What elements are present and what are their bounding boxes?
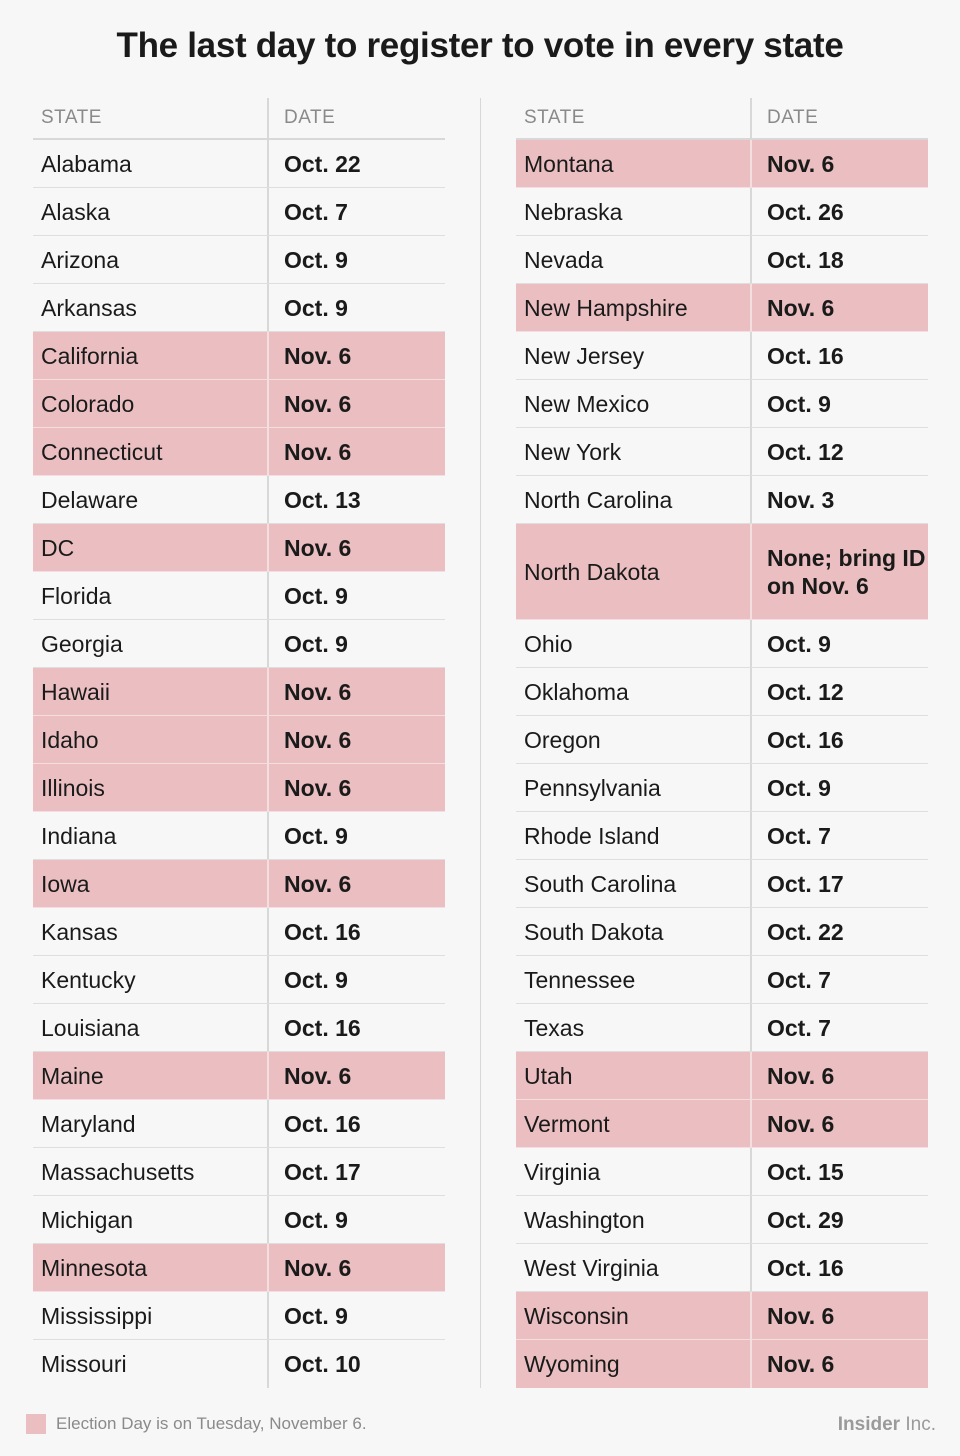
date-cell: Nov. 6 [284,534,352,561]
table-row [516,716,928,764]
table-row [33,908,445,956]
brand-logo [838,1414,936,1436]
date-cell: Nov. 6 [284,726,352,753]
state-cell: Kansas [33,908,269,955]
table-left [33,98,445,1388]
date-cell: Nov. 6 [284,1062,352,1089]
state-cell: Maine [33,1052,269,1099]
state-cell: Minnesota [33,1244,269,1291]
state-cell: Arkansas [33,284,269,331]
table-row [33,428,445,476]
table-row [516,476,928,524]
date-cell: Oct. 16 [767,726,844,753]
state-cell: North Carolina [516,476,752,523]
table-row [516,188,928,236]
brand-light: Inc. [900,1414,936,1435]
date-cell: Oct. 9 [284,966,348,993]
state-cell: Idaho [33,716,269,763]
state-cell: Virginia [516,1148,752,1195]
date-cell: Oct. 9 [767,630,831,657]
date-cell: Oct. 22 [767,918,844,945]
state-cell: Illinois [33,764,269,811]
table-row [33,332,445,380]
table-row [33,1052,445,1100]
table-row [516,380,928,428]
state-cell: New Mexico [516,380,752,427]
header-date: DATE [284,107,336,128]
legend-swatch [26,1414,46,1434]
date-cell: Oct. 9 [767,390,831,417]
table-right [516,98,928,1388]
table-row [516,140,928,188]
state-cell: Georgia [33,620,269,667]
table-row [33,140,445,188]
table-row [516,908,928,956]
state-cell: Kentucky [33,956,269,1003]
date-cell: Oct. 9 [284,246,348,273]
table-row [516,1340,928,1388]
table-row [33,1340,445,1388]
date-cell: Nov. 6 [767,150,835,177]
date-cell: Oct. 7 [767,966,831,993]
date-cell: Oct. 17 [284,1158,361,1185]
date-cell: Oct. 12 [767,438,844,465]
table-row [33,1148,445,1196]
date-cell: Oct. 16 [767,342,844,369]
table-row [516,1244,928,1292]
date-cell: Oct. 7 [284,198,348,225]
table-row [516,332,928,380]
page-title: The last day to register to vote in every state [116,26,844,65]
state-cell: Indiana [33,812,269,859]
table-row [516,1292,928,1340]
state-cell: Oklahoma [516,668,752,715]
table-row [33,860,445,908]
table-row [516,1196,928,1244]
table-row [33,1244,445,1292]
rows-right [516,140,928,1388]
state-cell: Delaware [33,476,269,523]
state-cell: DC [33,524,269,571]
table-row [33,524,445,572]
table-row [516,1148,928,1196]
date-cell: Oct. 12 [767,678,844,705]
table-row [516,620,928,668]
table-row [33,716,445,764]
date-cell: Nov. 6 [284,390,352,417]
table-row [33,1004,445,1052]
date-cell: Oct. 9 [284,822,348,849]
state-cell: South Dakota [516,908,752,955]
state-cell: Utah [516,1052,752,1099]
date-cell: Oct. 22 [284,150,361,177]
table-row [33,572,445,620]
state-cell: Montana [516,140,752,187]
state-cell: California [33,332,269,379]
table-row [516,284,928,332]
state-cell: Washington [516,1196,752,1243]
table-row [516,524,928,620]
state-cell: Connecticut [33,428,269,475]
header-date: DATE [767,107,819,128]
state-cell: Michigan [33,1196,269,1243]
table-row [33,380,445,428]
column-divider [480,98,481,1388]
state-cell: Massachusetts [33,1148,269,1195]
state-cell: Vermont [516,1100,752,1147]
table-row [33,812,445,860]
date-cell: Nov. 6 [767,294,835,321]
table-row [516,764,928,812]
table-row [33,1196,445,1244]
state-cell: Nevada [516,236,752,283]
brand-bold: Insider [837,1414,901,1435]
date-cell: None; bring ID on Nov. 6 [767,544,926,599]
date-cell: Nov. 3 [767,486,835,513]
table-row [33,1100,445,1148]
date-cell: Oct. 7 [767,1014,831,1041]
state-cell: Oregon [516,716,752,763]
state-cell: West Virginia [516,1244,752,1291]
rows-left [33,140,445,1388]
state-cell: Wisconsin [516,1292,752,1339]
date-cell: Oct. 13 [284,486,361,513]
state-cell: Iowa [33,860,269,907]
date-cell: Oct. 7 [767,822,831,849]
table-row [516,236,928,284]
state-cell: Missouri [33,1340,269,1388]
date-cell: Nov. 6 [767,1351,835,1377]
date-cell: Oct. 16 [284,1110,361,1137]
header-state: STATE [33,98,269,138]
table-row [516,1100,928,1148]
date-cell: Oct. 16 [284,1014,361,1041]
date-cell: Oct. 17 [767,870,844,897]
table-row [33,956,445,1004]
table-header [516,98,928,140]
state-cell: Rhode Island [516,812,752,859]
table-row [33,620,445,668]
state-cell: Hawaii [33,668,269,715]
date-cell: Oct. 15 [767,1158,844,1185]
state-cell: Arizona [33,236,269,283]
state-cell: Nebraska [516,188,752,235]
date-cell: Nov. 6 [284,678,352,705]
date-cell: Oct. 29 [767,1206,844,1233]
state-cell: North Dakota [516,524,752,619]
table-row [516,812,928,860]
date-cell: Oct. 16 [767,1254,844,1281]
state-cell: Alaska [33,188,269,235]
table-row [33,668,445,716]
date-cell: Oct. 10 [284,1351,361,1377]
legend [26,1414,367,1434]
date-cell: Nov. 6 [284,438,352,465]
state-cell: Ohio [516,620,752,667]
state-cell: Alabama [33,140,269,187]
legend-note: Election Day is on Tuesday, November 6. [56,1414,367,1433]
state-cell: Tennessee [516,956,752,1003]
date-cell: Oct. 9 [767,774,831,801]
state-cell: Texas [516,1004,752,1051]
table-row [516,428,928,476]
date-cell: Oct. 9 [284,630,348,657]
date-cell: Oct. 9 [284,1302,348,1329]
date-cell: Oct. 9 [284,582,348,609]
table-row [516,668,928,716]
state-cell: Wyoming [516,1340,752,1388]
state-cell: Louisiana [33,1004,269,1051]
table-row [33,1292,445,1340]
table-row [33,236,445,284]
date-cell: Oct. 9 [284,1206,348,1233]
date-cell: Nov. 6 [284,774,352,801]
table-row [516,1052,928,1100]
state-cell: Florida [33,572,269,619]
table-row [33,764,445,812]
date-cell: Oct. 26 [767,198,844,225]
table-row [33,188,445,236]
date-cell: Nov. 6 [767,1110,835,1137]
date-cell: Nov. 6 [284,342,352,369]
state-cell: South Carolina [516,860,752,907]
date-cell: Nov. 6 [767,1302,835,1329]
date-cell: Oct. 18 [767,246,844,273]
table-row [516,1004,928,1052]
date-cell: Nov. 6 [767,1062,835,1089]
date-cell: Nov. 6 [284,1254,352,1281]
date-cell: Oct. 16 [284,918,361,945]
state-cell: Colorado [33,380,269,427]
state-cell: Mississippi [33,1292,269,1339]
date-cell: Nov. 6 [284,870,352,897]
state-cell: New Hampshire [516,284,752,331]
state-cell: Pennsylvania [516,764,752,811]
state-cell: New Jersey [516,332,752,379]
table-header [33,98,445,140]
table-row [33,476,445,524]
table-row [33,284,445,332]
table-row [516,956,928,1004]
date-cell: Oct. 9 [284,294,348,321]
state-cell: New York [516,428,752,475]
header-state: STATE [516,98,752,138]
state-cell: Maryland [33,1100,269,1147]
table-row [516,860,928,908]
